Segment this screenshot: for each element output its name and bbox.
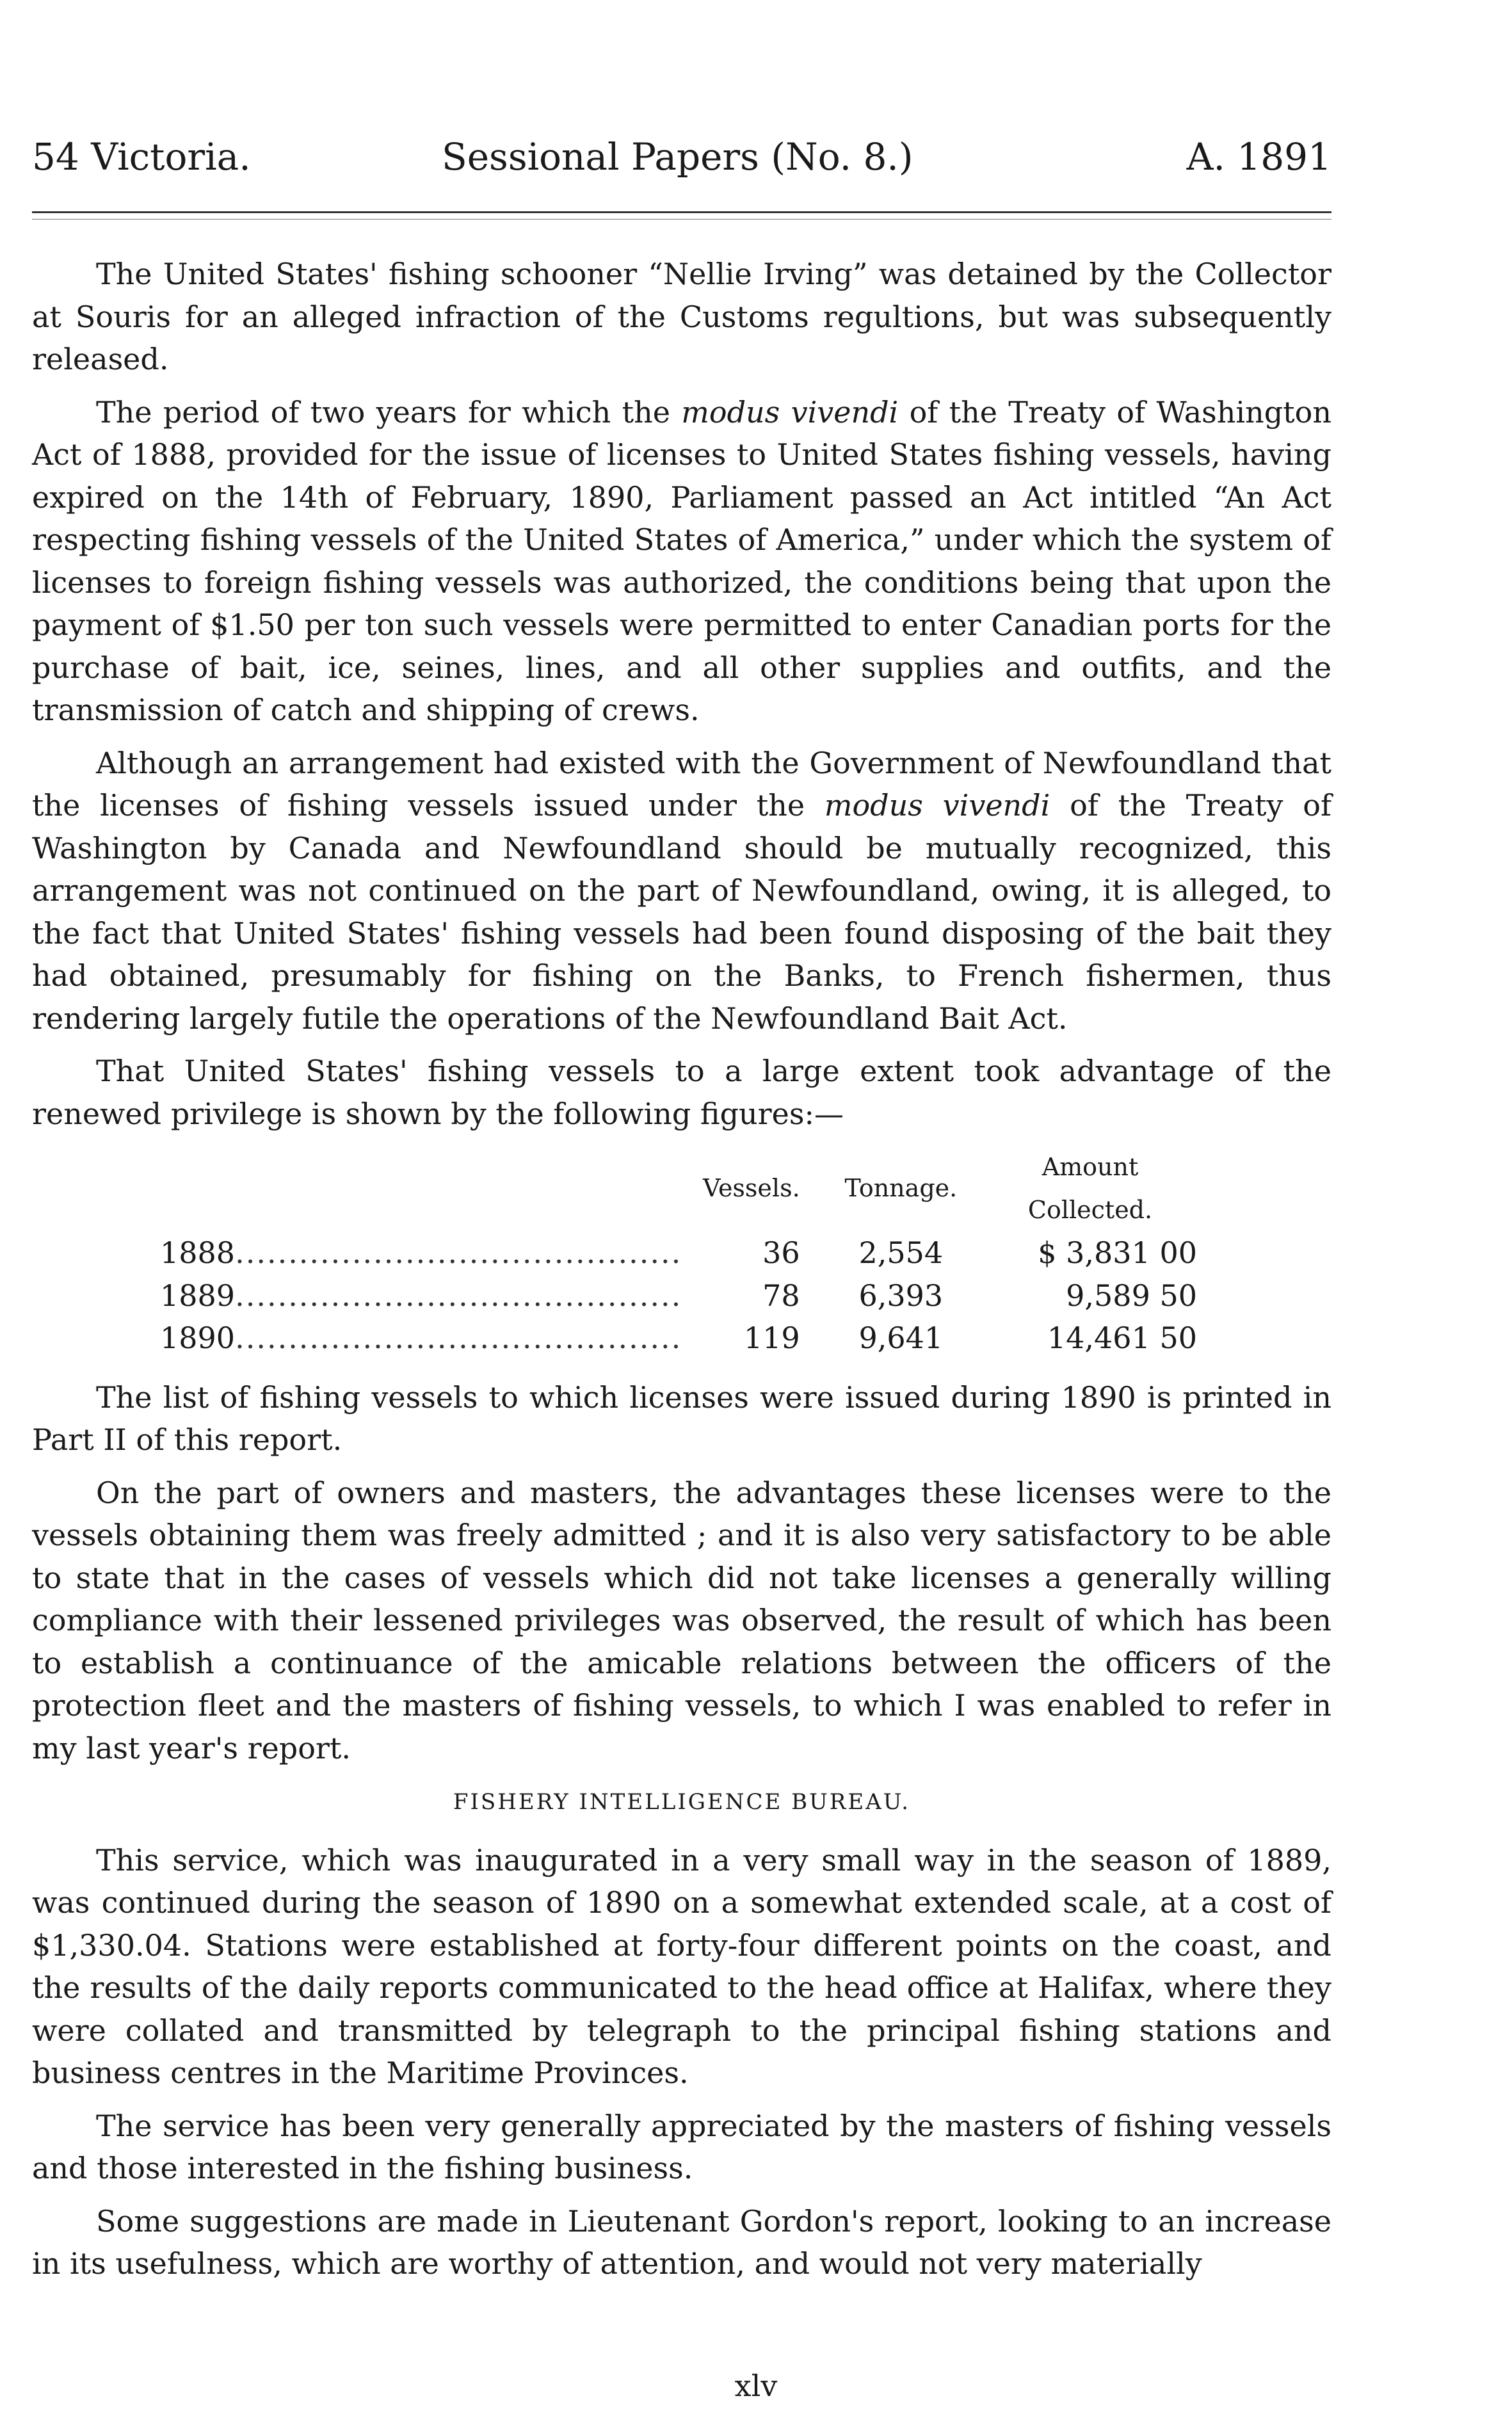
paragraph-list-of-vessels: The list of fishing vessels to which licenses were issued during 1890 is printed in Part II of this report. [32, 1379, 1331, 1457]
dot-leader: .......................................... [235, 1321, 682, 1355]
section-heading: FISHERY INTELLIGENCE BUREAU. [453, 1789, 911, 1815]
dot-leader: .......................................... [235, 1278, 682, 1313]
row-amount: 9,589 50 [1066, 1278, 1197, 1313]
page-number: xlv [734, 2369, 778, 2403]
row-vessels: 36 [762, 1235, 800, 1270]
license-figures-table [160, 1145, 1235, 1360]
row-year: 1888 [160, 1235, 236, 1270]
header-rule [32, 211, 1331, 213]
italic-term: modus vivendi [681, 394, 899, 430]
table-row [160, 1232, 1235, 1275]
body-text [32, 253, 1331, 2296]
table-header-tonnage: Tonnage. [844, 1174, 958, 1203]
paragraph-suggestions: Some suggestions are made in Lieutenant Gordon's report, looking to an increase in its usefulness, which are worthy of attention, and would not very materially [32, 2203, 1331, 2281]
running-head-volume: 54 Victoria. [32, 135, 251, 179]
paragraph-owners-masters: On the part of owners and masters, the advantages these licenses were to the vessels obtaining them was freely admitted ; and it is also very satisfactory to be able to state that in the cases of vessels which did not take licenses a generally willing compliance with their lessened privileges was observed, the result of which has been to establish a continuance of the amicable relations between the officers of the protection fleet and the masters of fishing vessels, to which I was enabled to refer in my last year's report. [32, 1475, 1331, 1765]
paragraph-newfoundland [32, 742, 1331, 1040]
table-header-vessels: Vessels. [702, 1174, 800, 1203]
row-amount: 14,461 50 [1047, 1321, 1197, 1355]
row-year: 1889 [160, 1278, 236, 1313]
paragraph-text: Although an arrangement had existed with the Government of Newfoundland that the licenses of fishing vessels issued under the [32, 745, 1331, 823]
paragraph-modus-vivendi [32, 391, 1331, 732]
dot-leader: .......................................... [235, 1235, 682, 1270]
table-row [160, 1275, 1235, 1317]
row-vessels: 78 [762, 1278, 800, 1313]
paragraph-text: of the Treaty of Washington Act of 1888, provided for the issue of licenses to United States fishing vessels, having expired on the 14th of February, 1890, Parliament passed an Act intitled “An Act respecting fishing vessels of the United States of America,” under which the system of licenses to foreign fishing vessels was authorized, the conditions being that upon the payment of $1.50 per ton such vessels were permitted to enter Canadian ports for the purchase of bait, ice, seines, lines, and all other supplies and outfits, and the transmission of catch and shipping of crews. [32, 394, 1331, 727]
running-head-year: A. 1891 [1186, 135, 1331, 179]
paragraph-text: The period of two years for which the [96, 394, 682, 430]
paragraph-text: of the Treaty of Washington by Canada and Newfoundland should be mutually recognized, this arrangement was not continued on the part of Newfoundland, owing, it is alleged, to the fact that United States' fishing vessels had been found disposing of the bait they had obtained, presumably for fishing on the Banks, to French fishermen, thus rendering largely futile the operations of the Newfoundland Bait Act. [32, 788, 1331, 1036]
table-header-year [160, 1145, 702, 1232]
running-head-title: Sessional Papers (No. 8.) [442, 135, 913, 179]
running-head [32, 134, 1331, 179]
row-year: 1890 [160, 1321, 236, 1355]
paragraph-bureau-appreciated: The service has been very generally appreciated by the masters of fishing vessels and those interested in the fishing business. [32, 2108, 1331, 2185]
paragraph-figures-intro: That United States' fishing vessels to a large extent took advantage of the renewed privilege is shown by the following figures:— [32, 1054, 1331, 1131]
row-vessels: 119 [743, 1321, 800, 1355]
row-tonnage: 2,554 [858, 1235, 944, 1270]
header-rule-thin [32, 219, 1331, 220]
row-tonnage: 6,393 [858, 1278, 944, 1313]
paragraph-nellie-irving: The United States' fishing schooner “Nellie Irving” was detained by the Collector at Souris for an alleged infraction of the Customs regultions, but was subsequently released. [32, 257, 1331, 376]
paragraph-bureau-service: This service, which was inaugurated in a very small way in the season of 1889, was continued during the season of 1890 on a somewhat extended scale, at a cost of $1,330.04. Stations were established at forty-four different points on the coast, and the results of the daily reports communicated to the head office at Halifax, where they were collated and transmitted by telegraph to the principal fishing stations and business centres in the Maritime Provinces. [32, 1842, 1331, 2090]
row-tonnage: 9,641 [858, 1321, 944, 1355]
table-row [160, 1317, 1235, 1360]
row-amount: $ 3,831 00 [1038, 1235, 1197, 1270]
table-header-amount: Amount Collected. [1027, 1153, 1153, 1224]
table-header-row [160, 1145, 1235, 1232]
italic-term: modus vivendi [824, 788, 1050, 823]
